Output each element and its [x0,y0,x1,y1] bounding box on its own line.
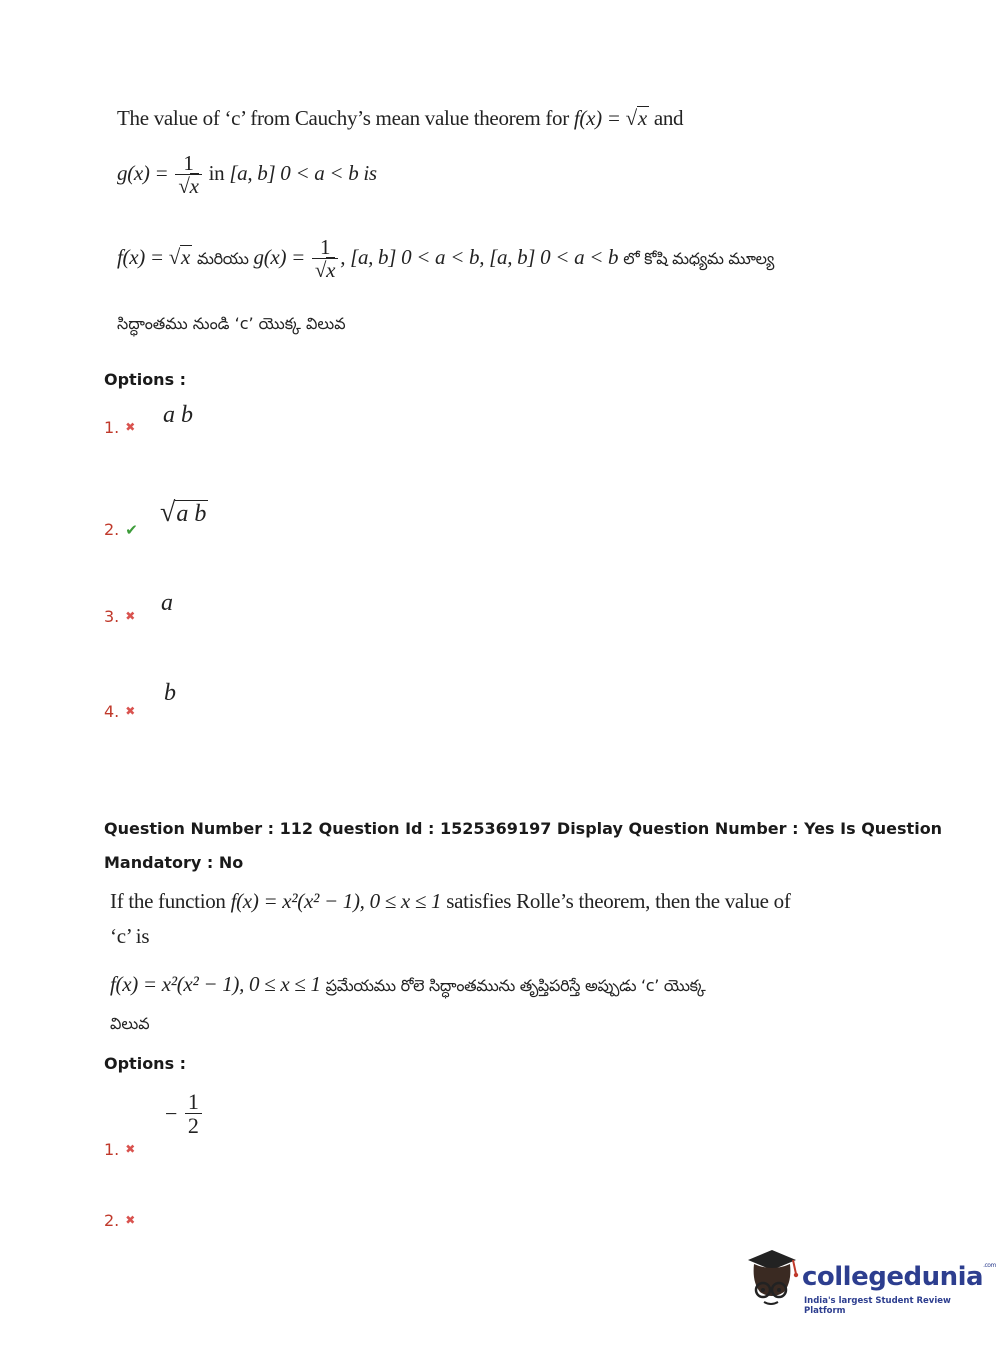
q112-text-en-line2: ‘c’ is [110,924,150,948]
fraction-denominator: 2 [187,1113,199,1139]
option-3 [104,607,135,626]
option-4-value: b [164,680,176,706]
q112-option-1-value [165,1090,204,1138]
te-intervals: , [a, b] 0 < a < b, [a, b] 0 < a < b [340,244,619,269]
options-label: Options : [104,370,187,389]
gx-definition [117,152,377,198]
te-gx-fraction [312,236,338,282]
q112-options-label: Options : [104,1054,187,1073]
te-sqrt-x: √x [168,244,190,269]
question-header-line1: Question Number : 112 Question Id : 1525369197 Display Question Number : Yes Is Question [104,819,943,838]
option-number: 4. [104,702,120,721]
question-text-te-line1 [117,236,774,282]
option-4 [104,702,135,721]
option-2-value [160,497,208,529]
question-text-en-lead: The value of ‘c’ from Cauchy’s mean value theorem for [117,106,569,130]
logo-wordmark: collegedunia [802,1262,984,1292]
brand-logo [742,1248,996,1318]
gx-denominator-radicand: x [189,174,199,199]
interval-text: [a, b] 0 < a < b is [229,160,377,185]
te-conjunction: మరియు [196,248,249,268]
gx-numerator: 1 [175,152,201,175]
q112-option-1 [104,1140,135,1159]
correct-icon: ✔ [125,521,138,539]
q112-text-te-line1 [110,972,705,999]
logo-suffix: .com [983,1262,996,1269]
option-number: 2. [104,1211,120,1230]
wrong-icon: ✖ [125,1213,136,1227]
wrong-icon: ✖ [125,1142,136,1156]
q112-te-function: f(x) = x²(x² − 1), 0 ≤ x ≤ 1 [110,972,321,996]
wrong-icon: ✖ [125,420,136,434]
logo-tagline: India's largest Student Review Platform [804,1296,951,1316]
te-gx-lhs: g(x) = [253,244,305,269]
half-fraction [185,1090,202,1138]
minus-sign: − [165,1101,178,1127]
question-text-te-line2: సిద్ధాంతము నుండి ‘c’ యొక్క విలువ [117,314,346,333]
q112-te-text: ప్రమేయము రోలె సిద్ధాంతమును తృప్తిపరిస్తే అప్పుడు ‘c’ యొక్క [325,976,706,995]
gx-denominator: √x [178,174,199,199]
option-1-value: a b [163,402,193,428]
logo-name [802,1262,996,1292]
and-word: and [653,106,684,130]
fx-lhs: f(x) = [573,106,626,130]
option-3-value: a [161,590,173,616]
wrong-icon: ✖ [125,704,136,718]
question-text-en [117,106,683,131]
q112-text-en-line1 [110,889,791,914]
te-gx-denominator-radicand: x [326,258,336,283]
sqrt-x: √x [625,106,647,130]
option-number: 2. [104,520,120,539]
te-gx-numerator: 1 [312,236,338,259]
sqrt-ab-radicand: a b [176,501,207,527]
q112-en-post: satisfies Rolle’s theorem, then the value of [446,889,791,913]
te-gx-denominator: √x [314,258,336,283]
te-sqrt-radicand: x [180,244,190,269]
sqrt-radicand: x [637,106,647,130]
q112-function: f(x) = x²(x² − 1), 0 ≤ x ≤ 1 [230,889,442,913]
mascot-icon [742,1248,802,1312]
gx-fraction [175,152,201,198]
gx-lhs: g(x) = [117,160,169,185]
q112-option-2 [104,1211,135,1230]
q112-en-pre: If the function [110,889,226,913]
te-line1-end: లో కోషి మధ్యమ మూల్య [623,248,775,268]
option-2 [104,520,138,539]
option-number: 1. [104,1140,120,1159]
sqrt-ab: √a b [160,497,207,528]
fraction-numerator: 1 [185,1090,202,1114]
wrong-icon: ✖ [125,609,136,623]
option-number: 3. [104,607,120,626]
option-1 [104,418,135,437]
in-word: in [208,160,225,185]
te-fx-lhs: f(x) = [117,244,169,269]
q112-text-te-line2: విలువ [110,1014,150,1033]
option-number: 1. [104,418,120,437]
question-header-line2: Mandatory : No [104,853,244,872]
